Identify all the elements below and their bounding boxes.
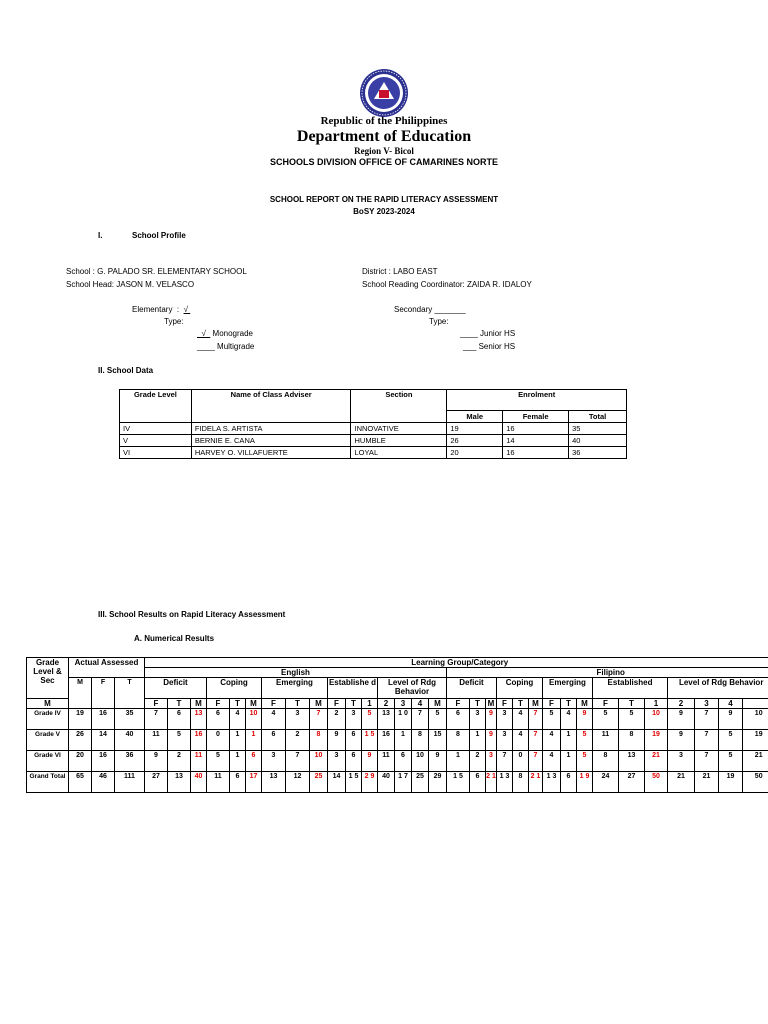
result-cell: 9 bbox=[486, 709, 497, 730]
school-name: School : G. PALADO SR. ELEMENTARY SCHOOL bbox=[66, 267, 247, 276]
result-cell: 2 bbox=[470, 751, 486, 772]
result-cell: 17 bbox=[246, 772, 262, 793]
result-cell: 0 bbox=[207, 730, 230, 751]
result-cell: 4 bbox=[543, 730, 561, 751]
table-row bbox=[27, 772, 768, 793]
result-cell: 9 bbox=[362, 751, 378, 772]
subheader-t: T bbox=[561, 699, 577, 709]
result-cell: 3 bbox=[346, 709, 362, 730]
subheader-t: T bbox=[168, 699, 191, 709]
result-cell: 0 bbox=[513, 751, 529, 772]
result-cell: 5 bbox=[719, 751, 743, 772]
cell-total: 40 bbox=[569, 435, 627, 447]
header-english: English bbox=[145, 668, 447, 678]
result-cell: 24 bbox=[593, 772, 619, 793]
result-cell: 7 bbox=[529, 709, 543, 730]
result-cell: 3 bbox=[286, 709, 310, 730]
result-cell: 1 bbox=[470, 730, 486, 751]
result-cell: 5 bbox=[362, 709, 378, 730]
subheader-t: T bbox=[346, 699, 362, 709]
subheader-m: M bbox=[191, 699, 207, 709]
header-m: M bbox=[69, 678, 92, 709]
result-cell: 11 bbox=[207, 772, 230, 793]
subheader-f: F bbox=[207, 699, 230, 709]
subheader-l3: 3 bbox=[695, 699, 719, 709]
result-cell: 9 bbox=[145, 751, 168, 772]
result-cell: 9 bbox=[668, 730, 695, 751]
result-cell: 5 bbox=[543, 709, 561, 730]
result-cell: 7 bbox=[497, 751, 513, 772]
subheader-m: M bbox=[310, 699, 328, 709]
result-cell: 20 bbox=[69, 751, 92, 772]
row-grade-label: Grade VI bbox=[27, 751, 69, 772]
subheader-m: M bbox=[246, 699, 262, 709]
result-cell: 1 5 bbox=[362, 730, 378, 751]
section-number: I. bbox=[98, 231, 103, 240]
result-cell: 21 bbox=[645, 751, 668, 772]
result-cell: 13 bbox=[168, 772, 191, 793]
row-grade-label: Grade IV bbox=[27, 709, 69, 730]
result-cell: 7 bbox=[145, 709, 168, 730]
header-male: Male bbox=[447, 411, 503, 423]
subheader-m: M bbox=[529, 699, 543, 709]
subheader-l2: 2 bbox=[378, 699, 395, 709]
result-cell: 11 bbox=[378, 751, 395, 772]
subheader-f: F bbox=[145, 699, 168, 709]
result-cell: 1 bbox=[561, 730, 577, 751]
result-cell: 7 bbox=[695, 709, 719, 730]
result-cell: 8 bbox=[513, 772, 529, 793]
result-cell: 2 bbox=[168, 751, 191, 772]
result-cell: 1 9 bbox=[577, 772, 593, 793]
table-row bbox=[120, 423, 627, 435]
result-cell: 6 bbox=[207, 709, 230, 730]
cell-adviser: BERNIE E. CANA bbox=[191, 435, 351, 447]
header-section: Section bbox=[351, 390, 447, 423]
division-heading: SCHOOLS DIVISION OFFICE OF CAMARINES NORTE bbox=[269, 157, 498, 167]
result-cell: 7 bbox=[529, 751, 543, 772]
result-cell: 10 bbox=[412, 751, 429, 772]
subheader-l2: 2 bbox=[668, 699, 695, 709]
subheader-l4: 4 bbox=[719, 699, 743, 709]
cell-section: INNOVATIVE bbox=[351, 423, 447, 435]
cell-female: 16 bbox=[503, 447, 569, 459]
table-row bbox=[120, 447, 627, 459]
result-cell: 4 bbox=[543, 751, 561, 772]
table-row bbox=[27, 709, 768, 730]
cell-grade: V bbox=[120, 435, 192, 447]
result-cell: 3 bbox=[470, 709, 486, 730]
result-cell: 36 bbox=[115, 751, 145, 772]
result-cell: 1 bbox=[447, 751, 470, 772]
cell-section: HUMBLE bbox=[351, 435, 447, 447]
result-cell: 9 bbox=[668, 709, 695, 730]
result-cell: 10 bbox=[645, 709, 668, 730]
results-title: III. School Results on Rapid Literacy Assessment bbox=[98, 610, 286, 619]
result-cell: 8 bbox=[447, 730, 470, 751]
result-cell: 10 bbox=[743, 709, 768, 730]
cell-female: 14 bbox=[503, 435, 569, 447]
subheader-f: F bbox=[593, 699, 619, 709]
cell-grade: VI bbox=[120, 447, 192, 459]
result-cell: 6 bbox=[262, 730, 286, 751]
header-learning-group: Learning Group/Category bbox=[145, 658, 768, 668]
row-grade-label: Grade V bbox=[27, 730, 69, 751]
result-cell: 25 bbox=[310, 772, 328, 793]
result-cell: 7 bbox=[412, 709, 429, 730]
result-cell: 35 bbox=[115, 709, 145, 730]
subheader-m: M bbox=[27, 699, 69, 709]
result-cell: 6 bbox=[246, 751, 262, 772]
result-cell: 3 bbox=[497, 730, 513, 751]
secondary-field: Secondary _______ bbox=[394, 305, 466, 314]
cell-total: 36 bbox=[569, 447, 627, 459]
result-cell: 111 bbox=[115, 772, 145, 793]
result-cell: 26 bbox=[69, 730, 92, 751]
result-cell: 6 bbox=[395, 751, 412, 772]
result-cell: 10 bbox=[310, 751, 328, 772]
result-cell: 8 bbox=[412, 730, 429, 751]
cell-male: 26 bbox=[447, 435, 503, 447]
result-cell: 19 bbox=[719, 772, 743, 793]
subheader-f: F bbox=[447, 699, 470, 709]
school-head: School Head: JASON M. VELASCO bbox=[66, 280, 195, 289]
result-cell: 1 3 bbox=[497, 772, 513, 793]
subheader-f: F bbox=[328, 699, 346, 709]
result-cell: 2 bbox=[328, 709, 346, 730]
report-period: BoSY 2023-2024 bbox=[353, 207, 415, 216]
subheader-l3: 3 bbox=[395, 699, 412, 709]
result-cell: 27 bbox=[619, 772, 645, 793]
result-cell: 50 bbox=[743, 772, 768, 793]
result-cell: 5 bbox=[719, 730, 743, 751]
result-cell: 1 5 bbox=[447, 772, 470, 793]
result-cell: 1 bbox=[561, 751, 577, 772]
deped-seal-icon bbox=[359, 68, 409, 118]
type-label-secondary: Type: bbox=[429, 317, 449, 326]
cell-section: LOYAL bbox=[351, 447, 447, 459]
result-cell: 2 1 bbox=[486, 772, 497, 793]
cell-adviser: FIDELA S. ARTISTA bbox=[191, 423, 351, 435]
header-f: F bbox=[92, 678, 115, 709]
header-fil-established: Established bbox=[593, 678, 668, 699]
result-cell: 11 bbox=[145, 730, 168, 751]
subheader-t: T bbox=[230, 699, 246, 709]
subheader-m: M bbox=[486, 699, 497, 709]
result-cell: 5 bbox=[577, 730, 593, 751]
result-cell: 14 bbox=[92, 730, 115, 751]
result-cell: 9 bbox=[486, 730, 497, 751]
result-cell: 40 bbox=[191, 772, 207, 793]
result-cell: 11 bbox=[593, 730, 619, 751]
cell-adviser: HARVEY O. VILLAFUERTE bbox=[191, 447, 351, 459]
result-cell: 3 bbox=[486, 751, 497, 772]
elementary-field: Elementary : √ bbox=[132, 305, 188, 314]
result-cell: 2 9 bbox=[362, 772, 378, 793]
result-cell: 3 bbox=[262, 751, 286, 772]
result-cell: 2 bbox=[286, 730, 310, 751]
result-cell: 50 bbox=[645, 772, 668, 793]
result-cell: 10 bbox=[246, 709, 262, 730]
result-cell: 7 bbox=[286, 751, 310, 772]
result-cell: 1 7 bbox=[395, 772, 412, 793]
district: District : LABO EAST bbox=[362, 267, 438, 276]
row-grade-label: Grand Total bbox=[27, 772, 69, 793]
header-grade-level: Grade Level bbox=[120, 390, 192, 423]
result-cell: 1 bbox=[230, 730, 246, 751]
result-cell: 4 bbox=[262, 709, 286, 730]
result-cell: 8 bbox=[593, 751, 619, 772]
subheader-m: M bbox=[577, 699, 593, 709]
header-enrolment: Enrolment bbox=[447, 390, 627, 411]
result-cell: 1 bbox=[246, 730, 262, 751]
result-cell: 13 bbox=[191, 709, 207, 730]
result-cell: 3 bbox=[668, 751, 695, 772]
header-class-adviser: Name of Class Adviser bbox=[191, 390, 351, 423]
multigrade-option: ____ Multigrade bbox=[197, 342, 255, 351]
table-row bbox=[27, 730, 768, 751]
result-cell: 16 bbox=[92, 709, 115, 730]
result-cell: 8 bbox=[310, 730, 328, 751]
result-cell: 9 bbox=[719, 709, 743, 730]
monograde-option: √ Monograde bbox=[201, 329, 254, 338]
header-total: Total bbox=[569, 411, 627, 423]
header-en-coping: Coping bbox=[207, 678, 262, 699]
region-heading: Region V- Bicol bbox=[354, 146, 414, 156]
subheader-t: T bbox=[619, 699, 645, 709]
result-cell: 65 bbox=[69, 772, 92, 793]
header-fil-deficit: Deficit bbox=[447, 678, 497, 699]
header-fil-level: Level of Rdg Behavior bbox=[668, 678, 768, 699]
result-cell: 5 bbox=[207, 751, 230, 772]
result-cell: 14 bbox=[328, 772, 346, 793]
result-cell: 27 bbox=[145, 772, 168, 793]
result-cell: 15 bbox=[429, 730, 447, 751]
result-cell: 7 bbox=[695, 751, 719, 772]
subheader-t: T bbox=[286, 699, 310, 709]
header-en-level: Level of Rdg Behavior bbox=[378, 678, 447, 699]
result-cell: 4 bbox=[230, 709, 246, 730]
result-cell: 12 bbox=[286, 772, 310, 793]
school-data-title: II. School Data bbox=[98, 366, 154, 375]
result-cell: 1 bbox=[395, 730, 412, 751]
result-cell: 5 bbox=[593, 709, 619, 730]
result-cell: 6 bbox=[346, 730, 362, 751]
result-cell: 25 bbox=[412, 772, 429, 793]
result-cell: 3 bbox=[328, 751, 346, 772]
header-actual-assessed: Actual Assessed bbox=[69, 658, 145, 678]
cell-male: 19 bbox=[447, 423, 503, 435]
header-fil-emerging: Emerging bbox=[543, 678, 593, 699]
header-female: Female bbox=[503, 411, 569, 423]
result-cell: 5 bbox=[429, 709, 447, 730]
result-cell: 7 bbox=[695, 730, 719, 751]
department-heading: Department of Education bbox=[296, 128, 472, 145]
result-cell: 9 bbox=[577, 709, 593, 730]
subheader-m: M bbox=[429, 699, 447, 709]
result-cell: 6 bbox=[168, 709, 191, 730]
republic-heading: Republic of the Philippines bbox=[320, 115, 448, 127]
header-t: T bbox=[115, 678, 145, 709]
result-cell: 13 bbox=[619, 751, 645, 772]
result-cell: 8 bbox=[619, 730, 645, 751]
cell-grade: IV bbox=[120, 423, 192, 435]
result-cell: 7 bbox=[529, 730, 543, 751]
result-cell: 21 bbox=[743, 751, 768, 772]
subheader-f: F bbox=[543, 699, 561, 709]
result-cell: 19 bbox=[743, 730, 768, 751]
result-cell: 11 bbox=[191, 751, 207, 772]
header-en-emerging: Emerging bbox=[262, 678, 328, 699]
result-cell: 13 bbox=[378, 709, 395, 730]
result-cell: 9 bbox=[328, 730, 346, 751]
cell-male: 20 bbox=[447, 447, 503, 459]
header-en-established: Establishe d bbox=[328, 678, 378, 699]
cell-total: 35 bbox=[569, 423, 627, 435]
result-cell: 2 1 bbox=[529, 772, 543, 793]
result-cell: 6 bbox=[447, 709, 470, 730]
subheader-l1: 1 bbox=[362, 699, 378, 709]
result-cell: 40 bbox=[115, 730, 145, 751]
result-cell: 21 bbox=[668, 772, 695, 793]
cell-female: 16 bbox=[503, 423, 569, 435]
result-cell: 5 bbox=[619, 709, 645, 730]
result-cell: 46 bbox=[92, 772, 115, 793]
result-cell: 1 0 bbox=[395, 709, 412, 730]
result-cell: 6 bbox=[346, 751, 362, 772]
result-cell: 3 bbox=[497, 709, 513, 730]
results-table bbox=[26, 657, 768, 793]
result-cell: 16 bbox=[92, 751, 115, 772]
subheader-l4: 4 bbox=[412, 699, 429, 709]
header-fil-coping: Coping bbox=[497, 678, 543, 699]
school-data-table bbox=[119, 389, 627, 459]
result-cell: 19 bbox=[69, 709, 92, 730]
type-label: Type: bbox=[164, 317, 184, 326]
result-cell: 16 bbox=[378, 730, 395, 751]
subheader-f: F bbox=[497, 699, 513, 709]
result-cell: 5 bbox=[168, 730, 191, 751]
header-filipino: Filipino bbox=[447, 668, 768, 678]
result-cell: 40 bbox=[378, 772, 395, 793]
senior-hs-option: ___ Senior HS bbox=[463, 342, 516, 351]
result-cell: 4 bbox=[513, 709, 529, 730]
result-cell: 29 bbox=[429, 772, 447, 793]
result-cell: 6 bbox=[470, 772, 486, 793]
header-en-deficit: Deficit bbox=[145, 678, 207, 699]
subheader-l1: 1 bbox=[645, 699, 668, 709]
result-cell: 5 bbox=[577, 751, 593, 772]
result-cell: 1 bbox=[230, 751, 246, 772]
table-row bbox=[27, 751, 768, 772]
subheader-t: T bbox=[470, 699, 486, 709]
header-grade-level-sec: Grade Level & Sec bbox=[27, 658, 69, 699]
result-cell: 1 5 bbox=[346, 772, 362, 793]
result-cell: 4 bbox=[561, 709, 577, 730]
result-cell: 9 bbox=[429, 751, 447, 772]
subheader-f: F bbox=[262, 699, 286, 709]
subheader-t: T bbox=[513, 699, 529, 709]
report-title: SCHOOL REPORT ON THE RAPID LITERACY ASSESSMENT bbox=[269, 195, 499, 204]
results-subtitle: A. Numerical Results bbox=[134, 634, 215, 643]
result-cell: 19 bbox=[645, 730, 668, 751]
result-cell: 21 bbox=[695, 772, 719, 793]
result-cell: 4 bbox=[513, 730, 529, 751]
result-cell: 1 3 bbox=[543, 772, 561, 793]
reading-coordinator: School Reading Coordinator: ZAIDA R. IDALOY bbox=[362, 280, 532, 289]
table-row bbox=[120, 435, 627, 447]
section-title-profile: School Profile bbox=[132, 231, 186, 240]
result-cell: 6 bbox=[230, 772, 246, 793]
result-cell: 7 bbox=[310, 709, 328, 730]
result-cell: 16 bbox=[191, 730, 207, 751]
result-cell: 13 bbox=[262, 772, 286, 793]
result-cell: 6 bbox=[561, 772, 577, 793]
junior-hs-option: ____ Junior HS bbox=[460, 329, 516, 338]
